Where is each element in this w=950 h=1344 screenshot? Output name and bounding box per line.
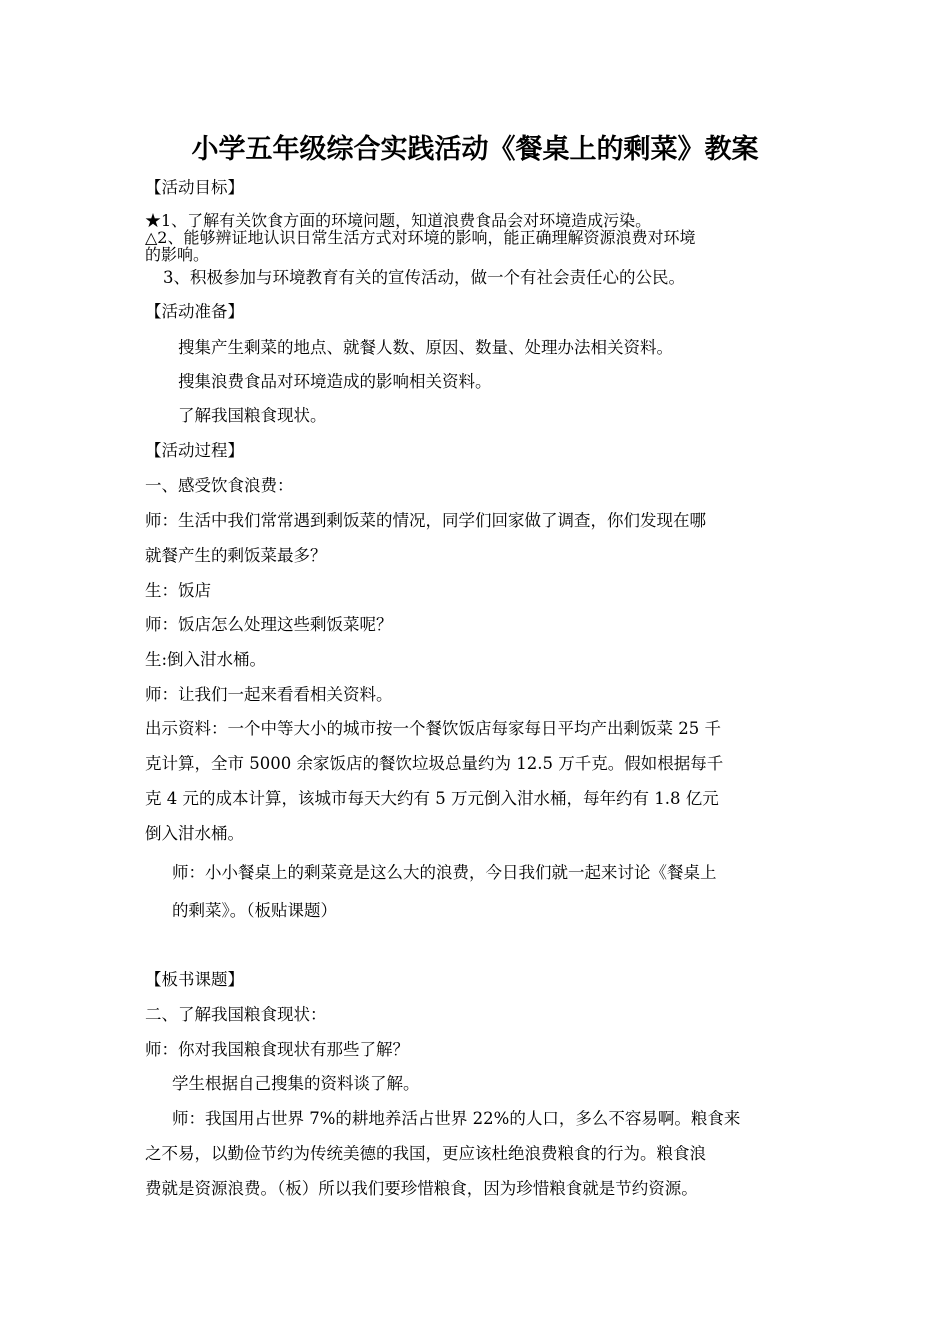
part1-teacher-2: 师：饭店怎么处理这些剩饭菜呢？ (145, 615, 393, 634)
part1-teacher-4-line-2: 的剩菜》。（板贴课题） (172, 901, 337, 920)
part1-teacher-4-line-1: 师：小小餐桌上的剩菜竟是这么大的浪费，今日我们就一起来讨论《餐桌上 (172, 863, 717, 882)
part2-teacher-1: 师：你对我国粮食现状有那些了解？ (145, 1040, 409, 1059)
part1-data-line-1: 出示资料：一个中等大小的城市按一个餐饮饭店每家每日平均产出剩饭菜 25 千 (145, 719, 721, 738)
part2-teacher-2-line-1: 师：我国用占世界 7%的耕地养活占世界 22%的人口，多么不容易啊。粮食来 (172, 1109, 741, 1128)
part1-teacher-1-line-1: 师：生活中我们常常遇到剩饭菜的情况，同学们回家做了调查，你们发现在哪 (145, 511, 706, 530)
part1-heading: 一、感受饮食浪费： (145, 476, 294, 495)
part1-teacher-3: 师：让我们一起来看看相关资料。 (145, 685, 393, 704)
part1-teacher-1-line-2: 就餐产生的剩饭菜最多？ (145, 546, 327, 565)
board-heading: 【板书课题】 (145, 970, 244, 989)
part2-teacher-2-line-2: 之不易，以勤俭节约为传统美德的我国，更应该杜绝浪费粮食的行为。粮食浪 (145, 1144, 706, 1163)
part1-data-line-2: 克计算，全市 5000 余家饭店的餐饮垃圾总量约为 12.5 万千克。假如根据每千 (145, 754, 724, 773)
document-title: 小学五年级综合实践活动《餐桌上的剩菜》教案 (191, 134, 759, 165)
part1-student-2: 生:倒入泔水桶。 (145, 650, 267, 669)
goals-heading: 【活动目标】 (145, 178, 244, 197)
part2-student-1: 学生根据自己搜集的资料谈了解。 (172, 1074, 420, 1093)
part1-data-line-4: 倒入泔水桶。 (145, 824, 244, 843)
part2-teacher-2-line-3: 费就是资源浪费。（板）所以我们要珍惜粮食，因为珍惜粮食就是节约资源。 (145, 1179, 698, 1198)
goal-2-line-1: △2、能够辨证地认识日常生活方式对环境的影响，能正确理解资源浪费对环境 (145, 228, 696, 247)
process-heading: 【活动过程】 (145, 441, 244, 460)
prep-item-3: 了解我国粮食现状。 (178, 406, 327, 425)
prep-heading: 【活动准备】 (145, 302, 244, 321)
prep-item-1: 搜集产生剩菜的地点、就餐人数、原因、数量、处理办法相关资料。 (178, 338, 673, 357)
part2-heading: 二、了解我国粮食现状： (145, 1005, 327, 1024)
part1-student-1: 生：饭店 (145, 581, 211, 600)
goal-1: ★1、了解有关饮食方面的环境问题，知道浪费食品会对环境造成污染。 (145, 211, 652, 230)
prep-item-2: 搜集浪费食品对环境造成的影响相关资料。 (178, 372, 492, 391)
part1-data-line-3: 克 4 元的成本计算，该城市每天大约有 5 万元倒入泔水桶，每年约有 1.8 亿元 (145, 789, 719, 808)
goal-2-line-2: 的影响。 (145, 245, 210, 264)
goal-3: 3、积极参加与环境教育有关的宣传活动，做一个有社会责任心的公民。 (163, 268, 685, 287)
